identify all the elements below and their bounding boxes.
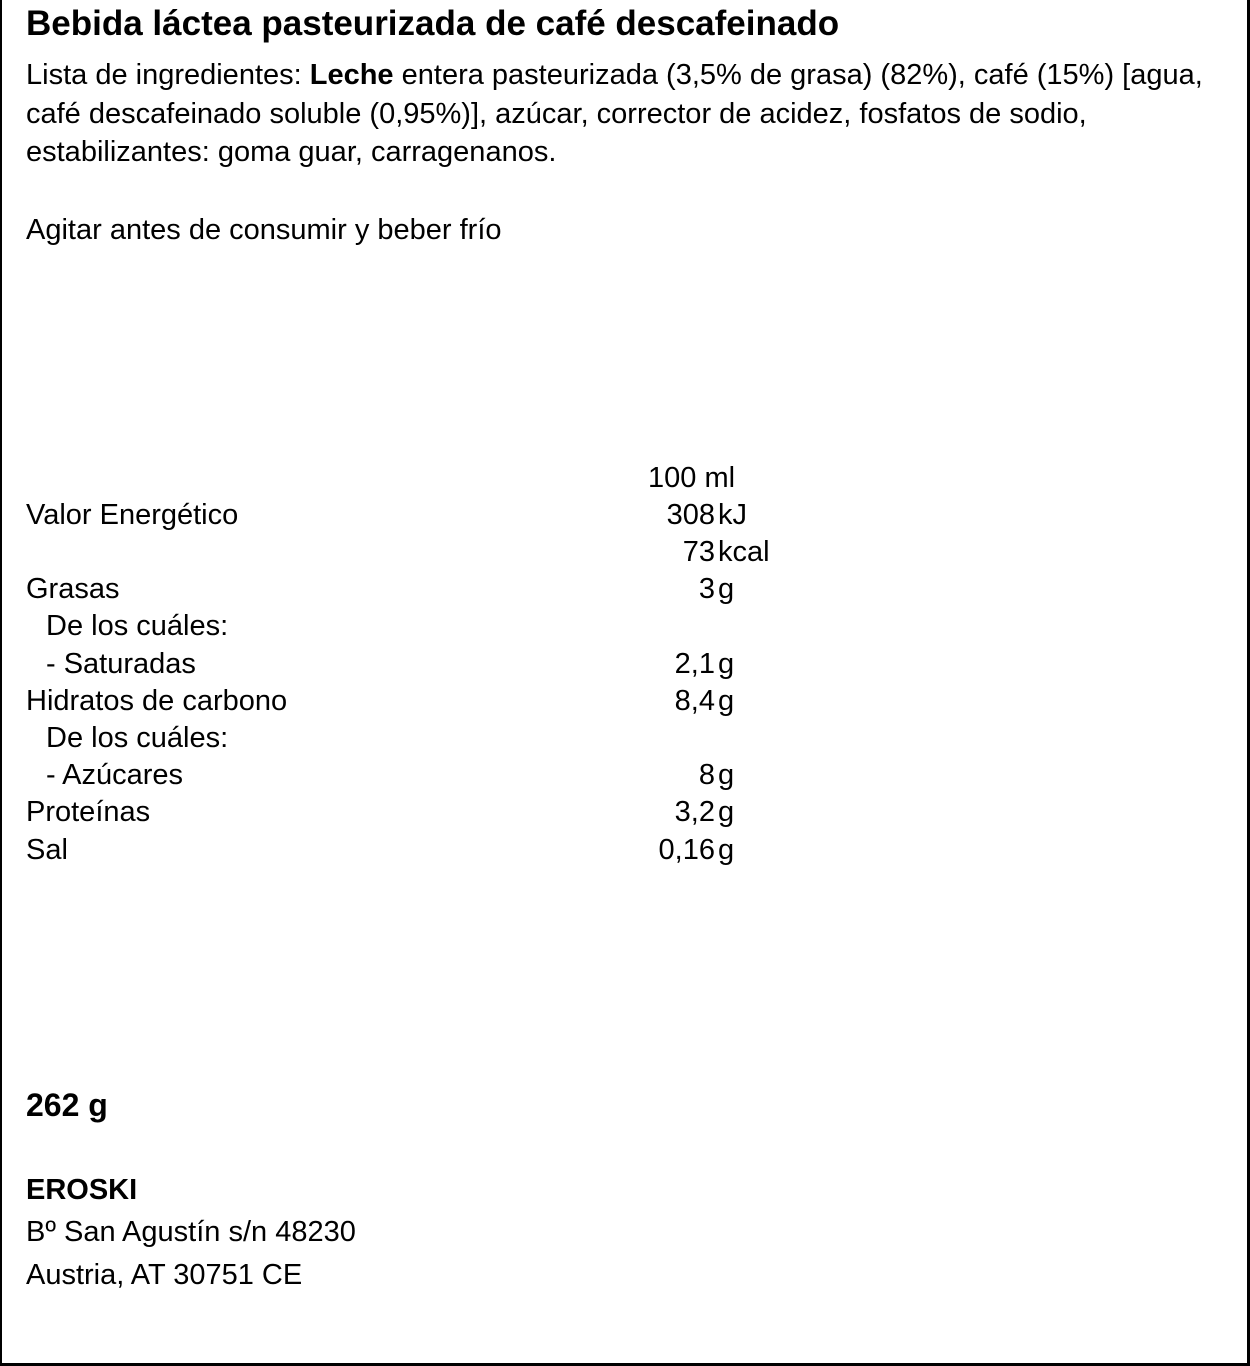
- nutrition-column-header: 100 ml: [648, 462, 736, 494]
- company-name: EROSKI: [26, 1174, 138, 1206]
- nutrition-value-energy-kj: 308: [666, 499, 715, 531]
- nutrition-label-of-which-carbs: De los cuáles:: [46, 722, 229, 754]
- product-title: Bebida láctea pasteurizada de café descafeinado: [26, 4, 840, 43]
- nutrition-label-energy: Valor Energético: [26, 499, 239, 531]
- net-weight: 262 g: [26, 1087, 108, 1123]
- nutrition-label-sugars: - Azúcares: [46, 759, 183, 791]
- nutrition-unit-carbs: g: [718, 685, 735, 717]
- nutrition-value-salt: 0,16: [658, 834, 715, 866]
- nutrition-value-carbs: 8,4: [674, 685, 715, 717]
- nutrition-value-sugars: 8: [698, 759, 715, 791]
- nutrition-label-of-which-fat: De los cuáles:: [46, 610, 229, 642]
- ingredients-list: [26, 56, 1226, 172]
- nutrition-unit-kj: kJ: [718, 499, 747, 531]
- nutrition-unit-saturated: g: [718, 648, 735, 680]
- nutrition-label-protein: Proteínas: [26, 796, 151, 828]
- nutrition-unit-sugars: g: [718, 759, 735, 791]
- nutrition-label-saturated: - Saturadas: [46, 648, 196, 680]
- ingredients-prefix: Lista de ingredientes:: [26, 59, 310, 91]
- nutrition-value-saturated: 2,1: [674, 648, 715, 680]
- company-address-line2: Austria, AT 30751 CE: [26, 1259, 303, 1291]
- nutrition-value-protein: 3,2: [674, 796, 715, 828]
- nutrition-unit-kcal: kcal: [718, 536, 770, 568]
- nutrition-unit-salt: g: [718, 834, 735, 866]
- nutrition-value-fat: 3: [698, 573, 715, 605]
- usage-instructions: Agitar antes de consumir y beber frío: [26, 214, 502, 246]
- nutrition-label-salt: Sal: [26, 834, 68, 866]
- nutrition-label-fat: Grasas: [26, 573, 120, 605]
- nutrition-value-energy-kcal: 73: [682, 536, 715, 568]
- company-address-line1: Bº San Agustín s/n 48230: [26, 1216, 356, 1248]
- nutrition-unit-fat: g: [718, 573, 735, 605]
- ingredients-allergen: Leche: [309, 59, 394, 91]
- nutrition-unit-protein: g: [718, 796, 735, 828]
- ingredients-rest: entera pasteurizada (3,5% de grasa) (82%), café (15%) [agua, café descafeinado soluble (0,95%)], azúcar, corrector de acidez, fosfatos de sodio, estabilizantes: goma guar, carragenanos.: [26, 59, 1203, 168]
- nutrition-label-carbs: Hidratos de carbono: [26, 685, 288, 717]
